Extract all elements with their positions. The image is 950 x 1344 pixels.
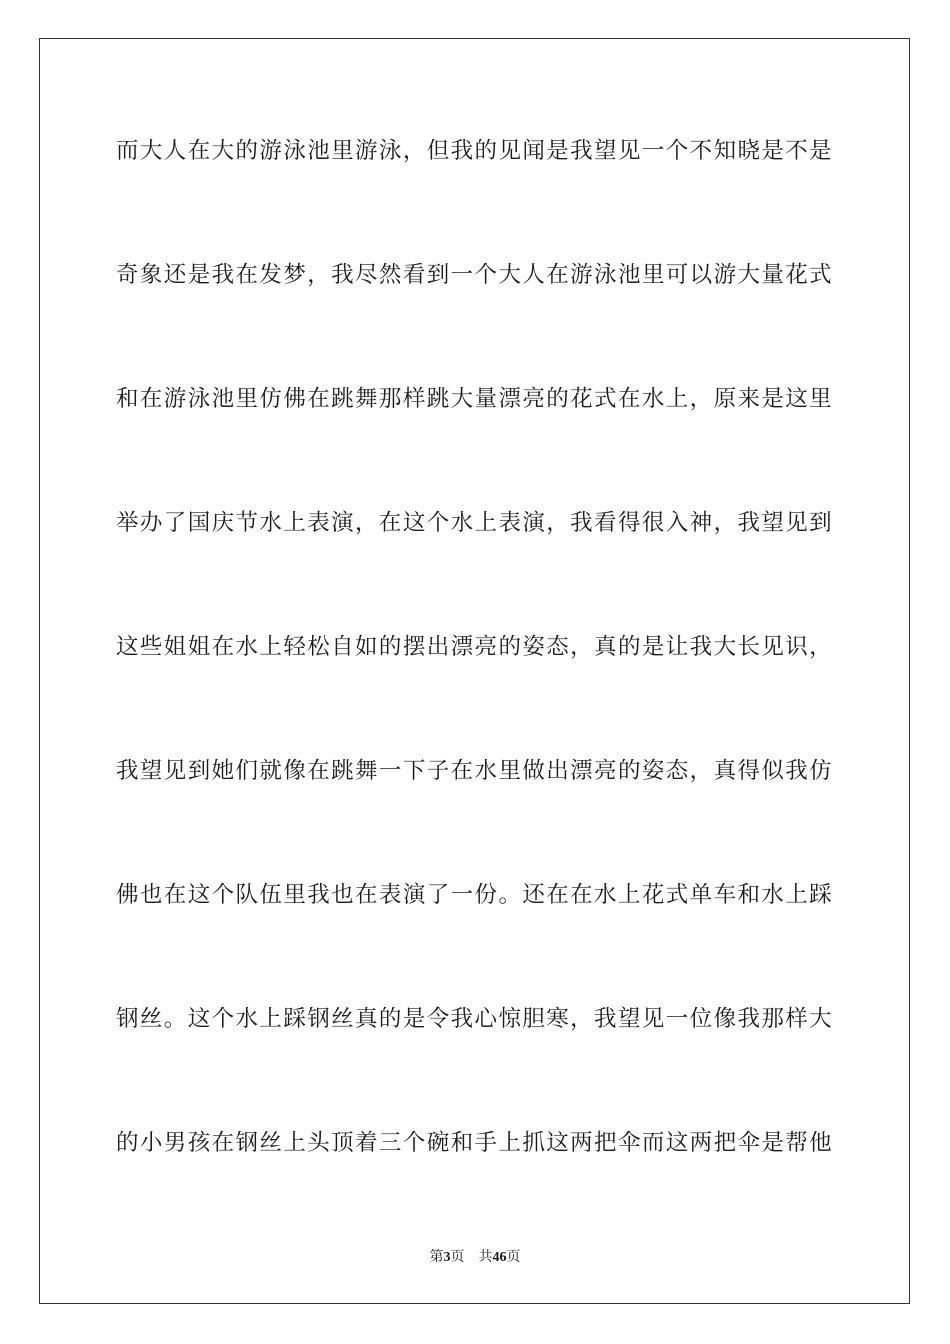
body-text-line-8: 钢丝。这个水上踩钢丝真的是令我心惊胆寒，我望见一位像我那样大	[116, 1006, 832, 1032]
body-text-line-5: 这些姐姐在水上轻松自如的摆出漂亮的姿态，真的是让我大长见识，	[116, 634, 832, 660]
page-border	[39, 38, 910, 1304]
page-footer	[0, 1247, 950, 1268]
total-suffix: 页	[506, 1249, 521, 1265]
total-pages: 46	[492, 1250, 507, 1265]
body-text-line-4: 举办了国庆节水上表演，在这个水上表演，我看得很入神，我望见到	[116, 510, 832, 536]
body-text-line-7: 佛也在这个队伍里我也在表演了一份。还在在水上花式单车和水上踩	[116, 882, 832, 908]
body-text-line-1: 而大人在大的游泳池里游泳，但我的见闻是我望见一个不知晓是不是	[116, 138, 832, 164]
total-prefix: 共	[478, 1249, 493, 1265]
body-text-line-2: 奇象还是我在发梦，我尽然看到一个大人在游泳池里可以游大量花式	[116, 262, 832, 288]
page-suffix: 页	[450, 1249, 465, 1265]
body-text-line-9: 的小男孩在钢丝上头顶着三个碗和手上抓这两把伞而这两把伞是帮他	[116, 1130, 832, 1156]
page-prefix: 第	[429, 1249, 444, 1265]
page-number: 3	[443, 1250, 451, 1265]
body-text-line-6: 我望见到她们就像在跳舞一下子在水里做出漂亮的姿态，真得似我仿	[116, 758, 832, 784]
body-text-line-3: 和在游泳池里仿佛在跳舞那样跳大量漂亮的花式在水上，原来是这里	[116, 386, 832, 412]
